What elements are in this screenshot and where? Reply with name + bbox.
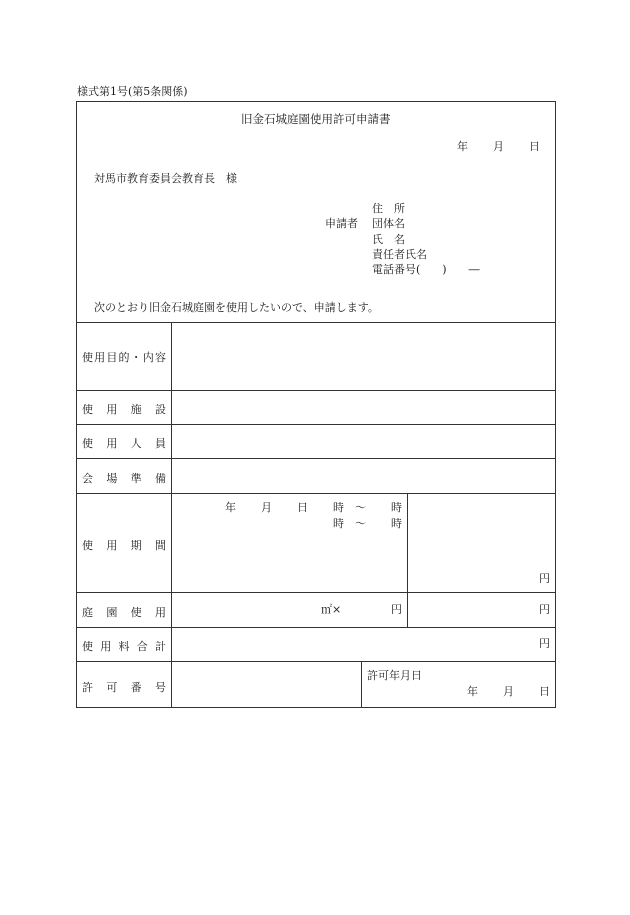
- row-label-venue: 会 場 準 備: [82, 472, 166, 485]
- applicant-responsible: 責任者氏名: [372, 248, 427, 261]
- row-label-facility: 使 用 施 設: [82, 403, 166, 416]
- addressee: 対馬市教育委員会教育長 様: [94, 172, 237, 185]
- applicant-address: 住 所: [372, 202, 405, 215]
- date-year: 年: [457, 140, 468, 153]
- applicant-name: 氏 名: [372, 233, 405, 246]
- permit-date-day: 日: [539, 685, 550, 698]
- row-label-purpose: 使 用 目 的 ・ 内 容: [82, 351, 166, 364]
- period-end-hour: 時: [391, 501, 402, 514]
- date-day: 日: [529, 140, 540, 153]
- row-label-permit-no: 許 可 番 号: [82, 681, 166, 694]
- row-label-period: 使 用 期 間: [82, 539, 166, 552]
- form-title: 旧金石城庭園使用許可申請書: [241, 112, 391, 126]
- applicant-label: 申請者: [325, 217, 358, 230]
- permit-date-month: 月: [503, 685, 514, 698]
- garden-yen: 円: [539, 603, 550, 616]
- period-end-hour-2: 時: [391, 517, 402, 530]
- permit-date-year: 年: [467, 685, 478, 698]
- form-number: 様式第1号(第5条関係): [77, 85, 188, 98]
- period-start-hour-2: 時: [333, 517, 344, 530]
- applicant-phone: 電話番号( ) ―: [372, 263, 480, 276]
- request-statement: 次のとおり旧金石城庭園を使用したいので、申請します。: [94, 301, 379, 314]
- applicant-group: 団体名: [372, 217, 405, 230]
- permit-date-label: 許可年月日: [367, 669, 422, 682]
- period-tilde-2: 〜: [355, 517, 366, 530]
- date-month: 月: [493, 140, 504, 153]
- row-label-people: 使 用 人 員: [82, 437, 166, 450]
- period-month: 月: [261, 501, 272, 514]
- total-fee-yen: 円: [539, 637, 550, 650]
- garden-yen-unit: 円: [391, 603, 402, 616]
- period-start-hour: 時: [333, 501, 344, 514]
- garden-sqm: ㎡×: [321, 603, 342, 616]
- period-year: 年: [225, 501, 236, 514]
- row-label-garden: 庭 園 使 用: [82, 606, 166, 619]
- row-label-total-fee: 使 用 料 合 計: [82, 640, 166, 653]
- period-yen: 円: [539, 572, 550, 585]
- period-tilde: 〜: [355, 501, 366, 514]
- period-day: 日: [297, 501, 308, 514]
